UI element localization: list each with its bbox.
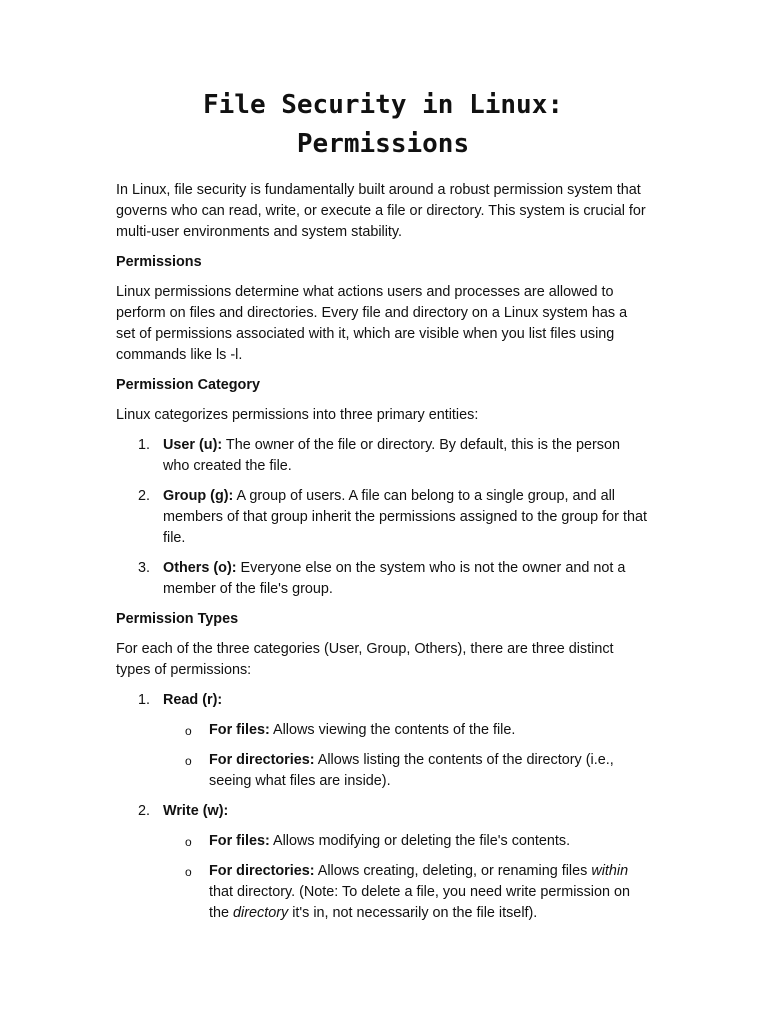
sub-item-label: For directories: bbox=[209, 863, 315, 879]
list-item-label: Group (g): bbox=[163, 488, 234, 504]
emphasis-text: directory bbox=[233, 905, 289, 921]
sub-item-label: For files: bbox=[209, 722, 270, 738]
list-number: 3. bbox=[138, 560, 151, 576]
permission-types-heading: Permission Types bbox=[116, 611, 239, 627]
sub-item-label: For files: bbox=[209, 833, 270, 849]
document-page bbox=[116, 86, 650, 933]
list-item-text: A group of users. A file can belong to a single group, and all members of that group inherit the permissions assigned to the group for that file. bbox=[163, 488, 647, 546]
title-line-2: Permissions bbox=[296, 129, 470, 159]
list-number: 2. bbox=[138, 488, 151, 504]
list-item-text: Everyone else on the system who is not the owner and not a member of the file's group. bbox=[163, 560, 626, 597]
circle-bullet-icon: o bbox=[185, 835, 192, 849]
circle-bullet-icon: o bbox=[185, 865, 192, 879]
permissions-heading: Permissions bbox=[116, 254, 202, 270]
list-item-label: User (u): bbox=[163, 437, 223, 453]
sub-item-write-files bbox=[163, 831, 650, 852]
permissions-paragraph: Linux permissions determine what actions users and processes are allowed to perform on files and directories. Every file and directory on a Linux system has a set of permissions associated with it, which are visible when you list files using commands like ls -l. bbox=[116, 284, 628, 363]
list-item-user bbox=[116, 435, 650, 477]
emphasis-text: within bbox=[591, 863, 629, 879]
list-item-read bbox=[116, 690, 650, 792]
title-line-1: File Security in Linux: bbox=[202, 90, 564, 120]
category-list bbox=[116, 435, 650, 600]
sub-item-text: Allows listing the contents of the directory (i.e., seeing what files are inside). bbox=[209, 752, 614, 789]
list-number: 2. bbox=[138, 803, 151, 819]
list-item-label: Others (o): bbox=[163, 560, 237, 576]
list-item-label: Write (w): bbox=[163, 803, 229, 819]
intro-paragraph: In Linux, file security is fundamentally built around a robust permission system that governs who can read, write, or execute a file or directory. This system is crucial for multi-user environments and system stability. bbox=[116, 182, 646, 240]
list-item-write bbox=[116, 801, 650, 924]
list-item-label: Read (r): bbox=[163, 692, 223, 708]
write-sub-list bbox=[163, 831, 650, 924]
permission-category-intro: Linux categorizes permissions into three primary entities: bbox=[116, 407, 479, 423]
sub-item-read-directories bbox=[163, 750, 650, 792]
sub-item-text: Allows creating, deleting, or renaming files bbox=[314, 863, 592, 879]
permission-types-intro: For each of the three categories (User, Group, Others), there are three distinct types of permissions: bbox=[116, 641, 614, 678]
types-list bbox=[116, 690, 650, 924]
list-item-text: The owner of the file or directory. By default, this is the person who created the file. bbox=[163, 437, 620, 474]
document-title bbox=[116, 86, 650, 164]
sub-item-text: it's in, not necessarily on the file itself). bbox=[288, 905, 538, 921]
sub-item-write-directories bbox=[163, 861, 650, 924]
sub-item-text: that directory. (Note: To delete a file, you need write permission on the bbox=[209, 884, 631, 921]
read-sub-list bbox=[163, 720, 650, 792]
circle-bullet-icon: o bbox=[185, 754, 192, 768]
sub-item-label: For directories: bbox=[209, 752, 315, 768]
list-item-others bbox=[116, 558, 650, 600]
sub-item-read-files bbox=[163, 720, 650, 741]
permission-category-heading: Permission Category bbox=[116, 377, 260, 393]
list-number: 1. bbox=[138, 437, 151, 453]
sub-item-text: Allows modifying or deleting the file's contents. bbox=[269, 833, 571, 849]
sub-item-text: Allows viewing the contents of the file. bbox=[269, 722, 516, 738]
circle-bullet-icon: o bbox=[185, 724, 192, 738]
list-number: 1. bbox=[138, 692, 151, 708]
list-item-group bbox=[116, 486, 650, 549]
